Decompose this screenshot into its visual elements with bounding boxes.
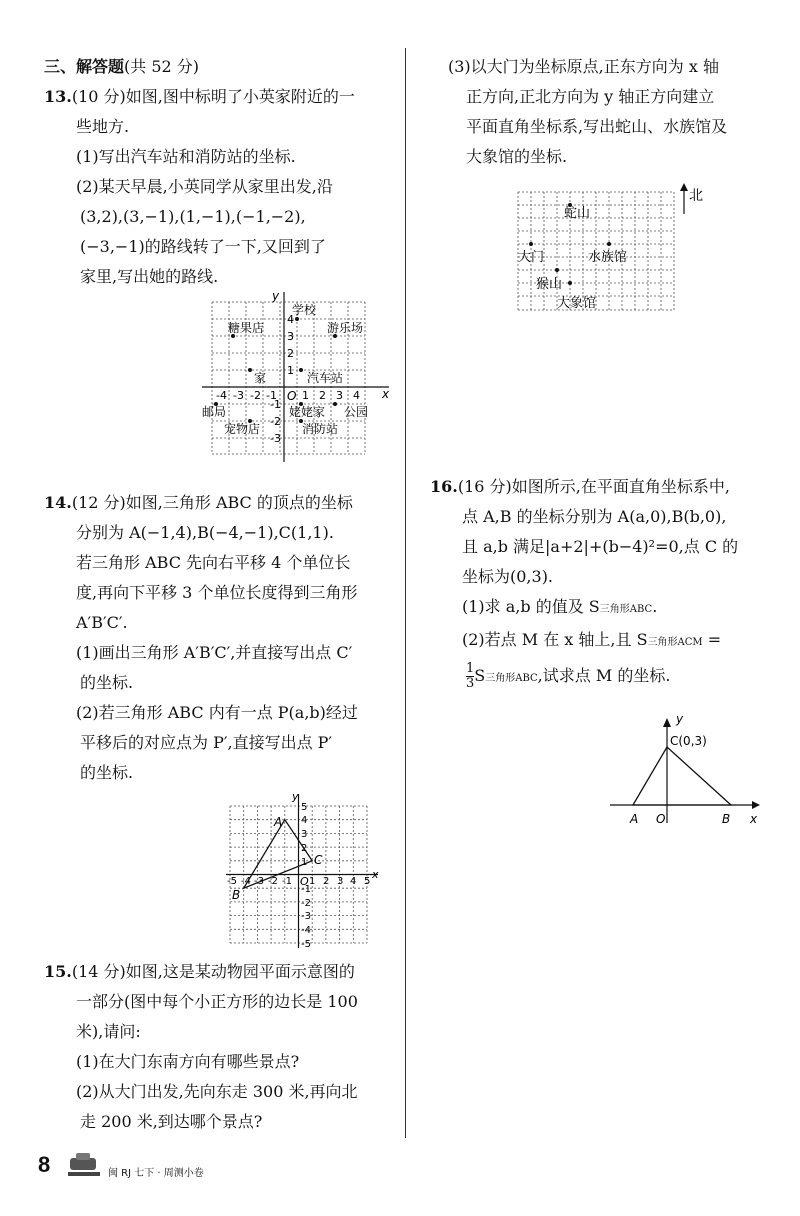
q16-part2-end: ,试求点 M 的坐标. <box>537 666 671 685</box>
q13-part2: (2)某天早晨,小英同学从家里出发,沿 <box>76 177 333 196</box>
q16-part2-subscript: 三角形ACM <box>647 637 703 648</box>
origin-label: O <box>656 812 666 826</box>
section-heading <box>44 52 389 82</box>
place-label: 公园 <box>344 405 369 419</box>
x-tick: 1 <box>302 389 309 402</box>
q15-part2: (2)从大门出发,先向东走 300 米,再向北 <box>76 1082 358 1101</box>
q13-part2: (3,2),(3,−1),(1,−1),(−1,−2), <box>80 207 306 226</box>
page-number: 8 <box>38 1152 51 1177</box>
question-13 <box>44 82 389 472</box>
q16-part2-line2 <box>430 658 765 697</box>
place-label: 大象馆 <box>557 296 597 311</box>
point-c-label: C(0,3) <box>670 734 707 748</box>
x-tick: 4 <box>350 876 357 887</box>
section-score: (共 52 分) <box>124 57 200 76</box>
q16-part1-text: (1)求 a,b 的值及 S <box>462 597 600 616</box>
x-tick: 5 <box>364 876 371 887</box>
y-tick: -2 <box>270 415 281 428</box>
q13-number: 13. <box>44 87 72 106</box>
q16-part2-subscript: 三角形ABC <box>485 673 538 684</box>
place-label: 汽车站 <box>307 371 344 385</box>
q15-part1: (1)在大门东南方向有哪些景点? <box>76 1052 300 1071</box>
q14-line: 若三角形 ABC 先向右平移 4 个单位长 <box>76 553 351 572</box>
question-15-continued <box>430 52 765 332</box>
q15-number: 15. <box>44 962 72 981</box>
origin-label: O <box>300 875 309 888</box>
fraction-numerator: 1 <box>466 661 475 676</box>
place-label: 姥姥家 <box>289 405 326 419</box>
y-tick: 1 <box>287 364 294 377</box>
y-tick: 3 <box>287 330 294 343</box>
x-tick: 3 <box>336 389 343 402</box>
place-label: 水族馆 <box>588 250 628 265</box>
triangle-abc <box>633 747 731 805</box>
q14-line: A′B′C′. <box>76 613 128 632</box>
y-tick: -5 <box>301 939 311 950</box>
q15-zoo-map <box>430 182 765 332</box>
q14-part2: (2)若三角形 ABC 内有一点 P(a,b)经过 <box>76 703 358 722</box>
vertex-a-label: A <box>274 815 283 829</box>
q16-part2-equals: = <box>702 630 722 649</box>
q15-part3: 大象馆的坐标. <box>466 147 568 166</box>
y-tick: 3 <box>301 829 308 840</box>
q16-number: 16. <box>430 477 458 496</box>
vertex-b-label: B <box>232 888 241 902</box>
q14-triangle-grid <box>44 788 389 953</box>
north-label: 北 <box>689 188 703 204</box>
y-tick: 5 <box>301 802 308 813</box>
fraction-denominator: 3 <box>466 676 475 691</box>
q14-part2: 的坐标. <box>80 763 134 782</box>
question-16 <box>430 472 765 843</box>
y-axis-arrow <box>663 718 671 727</box>
q13-line: (10 分)如图,图中标明了小英家附近的一 <box>71 87 355 106</box>
point-a-label: A <box>630 812 639 826</box>
y-tick: 4 <box>301 815 308 826</box>
q16-line: 且 a,b 满足|a+2|+(b−4)²=0,点 C 的 <box>462 537 739 556</box>
x-axis-label: x <box>750 812 758 826</box>
x-tick: -3 <box>254 876 264 887</box>
y-axis-label: y <box>272 292 280 303</box>
x-axis-arrow <box>752 801 760 809</box>
q16-line: 坐标为(0,3). <box>462 567 554 586</box>
q16-triangle-figure <box>430 713 765 843</box>
q14-part1: 的坐标. <box>80 673 134 692</box>
y-axis-label: y <box>292 790 299 803</box>
x-tick: -3 <box>233 389 244 402</box>
place-label: 学校 <box>292 303 317 317</box>
q16-part1-end: . <box>652 597 658 616</box>
y-tick: 1 <box>301 857 308 868</box>
x-tick: 3 <box>337 876 344 887</box>
column-divider <box>405 48 406 1138</box>
q16-part1 <box>430 592 765 625</box>
q13-coordinate-map <box>44 292 389 472</box>
x-tick: -2 <box>268 876 278 887</box>
q13-line: 些地方. <box>76 117 130 136</box>
x-tick: -2 <box>250 389 261 402</box>
place-label: 猴山 <box>536 277 563 292</box>
place-label: 家 <box>254 371 267 385</box>
y-tick: -2 <box>301 898 311 909</box>
x-tick: 1 <box>309 876 316 887</box>
q14-line: 度,再向下平移 3 个单位长度得到三角形 <box>76 583 358 602</box>
q15-part2: 走 200 米,到达哪个景点? <box>80 1112 263 1131</box>
q16-part2-line1 <box>430 625 765 658</box>
footer-text: 闽 RJ 七下 · 周测小卷 <box>108 1168 204 1179</box>
y-tick: -4 <box>301 925 311 936</box>
y-axis-label: y <box>676 713 684 726</box>
place-label: 消防站 <box>302 422 339 436</box>
q16-line: (16 分)如图所示,在平面直角坐标系中, <box>457 477 730 496</box>
y-tick: -3 <box>301 911 311 922</box>
place-label: 蛇山 <box>564 206 591 221</box>
origin-label: O <box>287 389 297 403</box>
y-tick: 2 <box>287 347 294 360</box>
x-axis-label: x <box>372 868 379 881</box>
q16-part1-subscript: 三角形ABC <box>599 604 653 615</box>
left-column <box>44 52 389 1137</box>
place-label: 邮局 <box>202 405 227 419</box>
publisher-logo-icon <box>64 1150 104 1180</box>
q15-part3: (3)以大门为坐标原点,正东方向为 x 轴 <box>448 57 719 76</box>
y-tick: -1 <box>301 884 311 895</box>
q15-part3: 正方向,正北方向为 y 轴正方向建立 <box>466 87 715 106</box>
q13-part2: 家里,写出她的路线. <box>80 267 219 286</box>
q16-part2-text: (2)若点 M 在 x 轴上,且 S <box>462 630 648 649</box>
place-label: 大门 <box>518 250 545 265</box>
y-tick: 2 <box>301 843 308 854</box>
q15-line: (14 分)如图,这是某动物园平面示意图的 <box>71 962 355 981</box>
q14-part2: 平移后的对应点为 P′,直接写出点 P′ <box>80 733 333 752</box>
x-axis-label: x <box>382 387 389 401</box>
question-14 <box>44 488 389 953</box>
place-label: 糖果店 <box>228 321 265 335</box>
q16-part2-area: S <box>474 666 486 685</box>
x-tick: -4 <box>241 876 251 887</box>
north-arrow-head <box>680 183 688 191</box>
q16-line: 点 A,B 的坐标分别为 A(a,0),B(b,0), <box>462 507 727 526</box>
q13-part2: (−3,−1)的路线转了一下,又回到了 <box>80 237 326 256</box>
point-b-label: B <box>722 812 731 826</box>
y-tick: 4 <box>287 313 294 326</box>
vertex-c-label: C <box>314 853 323 867</box>
q13-part1: (1)写出汽车站和消防站的坐标. <box>76 147 296 166</box>
x-tick: 2 <box>319 389 326 402</box>
q14-line: (12 分)如图,三角形 ABC 的顶点的坐标 <box>71 493 353 512</box>
y-tick: -3 <box>270 432 281 445</box>
x-tick: 4 <box>353 389 360 402</box>
q15-part3: 平面直角坐标系,写出蛇山、水族馆及 <box>466 117 728 136</box>
section-title: 三、解答题 <box>44 57 125 76</box>
right-column <box>430 52 765 843</box>
x-tick: -1 <box>282 876 292 887</box>
place-label: 宠物店 <box>224 422 261 436</box>
q14-part1: (1)画出三角形 A′B′C′,并直接写出点 C′ <box>76 643 353 662</box>
q14-line: 分别为 A(−1,4),B(−4,−1),C(1,1). <box>76 523 334 542</box>
y-tick: -1 <box>270 398 281 411</box>
x-tick: 2 <box>323 876 330 887</box>
x-tick: -5 <box>227 876 237 887</box>
q15-line: 一部分(图中每个小正方形的边长是 100 <box>76 992 358 1011</box>
x-tick: -1 <box>266 389 277 402</box>
q14-number: 14. <box>44 493 72 512</box>
q15-line: 米),请问: <box>76 1022 141 1041</box>
place-label: 游乐场 <box>327 321 364 335</box>
question-15 <box>44 957 389 1137</box>
x-tick: -4 <box>216 389 227 402</box>
